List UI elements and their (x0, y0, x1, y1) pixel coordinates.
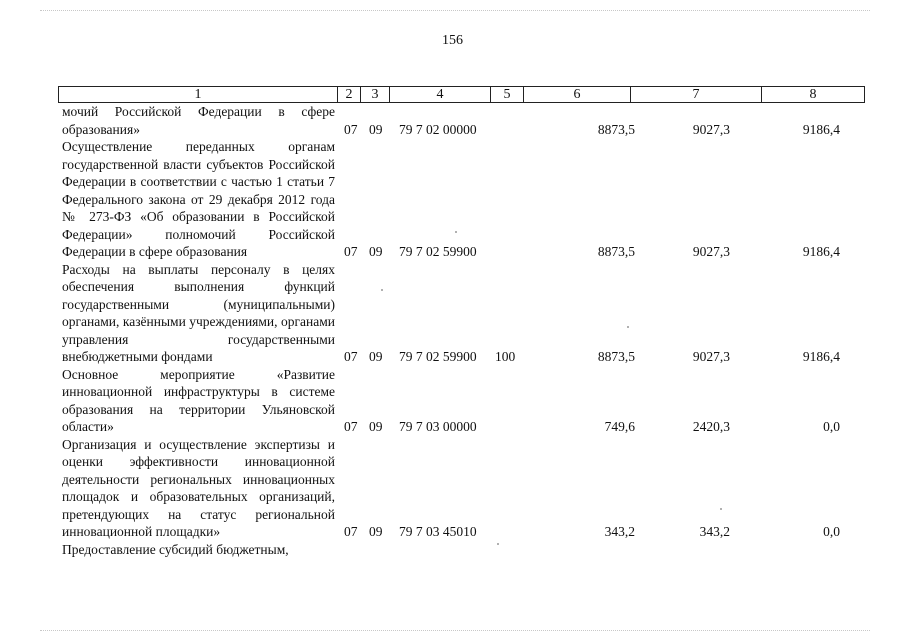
row-subsection-code: 09 (369, 349, 383, 364)
row-amount-year1: 749,6 (604, 419, 635, 434)
row-subsection-code: 09 (369, 121, 383, 137)
row-expense-type: 100 (495, 349, 516, 364)
row-target-article: 79 7 03 00000 (399, 419, 477, 434)
row-description: Основное мероприятие «Развитие инновационной инфраструктуры в системе образования на территории Ульяновской области» (62, 366, 335, 434)
table-row (58, 541, 848, 559)
scan-artifact-top (40, 10, 870, 11)
row-amount-year2: 9027,3 (692, 244, 730, 259)
column-header-4: 4 (390, 87, 491, 103)
row-description: Организация и осуществление экспертизы и оценки эффективности инновационной деятельности региональных инновационных площадок и образовательных организаций, претендующих на статус региональной инновационной площадки» (62, 436, 335, 539)
row-subsection-code: 09 (369, 244, 383, 259)
row-description: Осуществление переданных органам государственной власти субъектов Российской Федерации в соответствии с частью 1 статьи 7 Федерального закона от 29 декабря 2012 года № 273-ФЗ «Об образовании в Российской Федерации» полномочий Российской Федерации в сфере образования (62, 139, 335, 259)
row-description: Расходы на выплаты персоналу в целях обеспечения выполнения функций государственными (муниципальными) органами, казёнными учреждениями, органами управления государственными внебюджетными фондами (62, 261, 335, 364)
row-amount-year3: 0,0 (823, 524, 840, 539)
row-target-article: 79 7 03 45010 (399, 524, 477, 539)
row-amount-year2: 9027,3 (692, 349, 730, 364)
row-amount-year3: 0,0 (823, 419, 840, 434)
row-amount-year1: 8873,5 (597, 244, 635, 259)
row-description: мочий Российской Федерации в сфере образования» (62, 104, 335, 137)
scan-speck (720, 508, 722, 510)
column-header-2: 2 (338, 87, 361, 103)
column-header-8: 8 (762, 87, 865, 103)
column-header-7: 7 (631, 87, 762, 103)
row-amount-year1: 343,2 (604, 524, 635, 539)
table-row (58, 138, 848, 261)
column-header-row (58, 86, 865, 103)
row-section-code: 07 (344, 419, 358, 434)
column-header-5: 5 (491, 87, 524, 103)
column-header-6: 6 (524, 87, 631, 103)
row-section-code: 07 (344, 349, 358, 364)
table-row (58, 436, 848, 541)
scan-artifact-bottom (40, 630, 870, 631)
budget-table-body (58, 103, 848, 558)
row-section-code: 07 (344, 524, 358, 539)
row-subsection-code: 09 (369, 524, 383, 539)
row-amount-year1: 8873,5 (597, 349, 635, 364)
scan-speck (455, 231, 457, 233)
table-row (58, 261, 848, 366)
row-amount-year2: 9027,3 (692, 121, 730, 137)
row-target-article: 79 7 02 00000 (399, 121, 477, 137)
scan-speck (381, 289, 383, 291)
row-section-code: 07 (344, 121, 358, 137)
row-amount-year2: 343,2 (699, 524, 730, 539)
row-amount-year3: 9186,4 (802, 244, 840, 259)
row-section-code: 07 (344, 244, 358, 259)
row-subsection-code: 09 (369, 419, 383, 434)
scan-speck (497, 543, 499, 545)
column-header-3: 3 (361, 87, 390, 103)
row-amount-year3: 9186,4 (802, 121, 840, 137)
row-amount-year2: 2420,3 (692, 419, 730, 434)
row-target-article: 79 7 02 59900 (399, 349, 477, 364)
row-target-article: 79 7 02 59900 (399, 244, 477, 259)
row-amount-year3: 9186,4 (802, 349, 840, 364)
page-number: 156 (442, 33, 463, 48)
table-row (58, 103, 848, 138)
row-description: Предоставление субсидий бюджетным, (62, 541, 289, 557)
scan-speck (627, 326, 629, 328)
row-amount-year1: 8873,5 (597, 121, 635, 137)
column-header-1: 1 (59, 87, 338, 103)
table-row (58, 366, 848, 436)
